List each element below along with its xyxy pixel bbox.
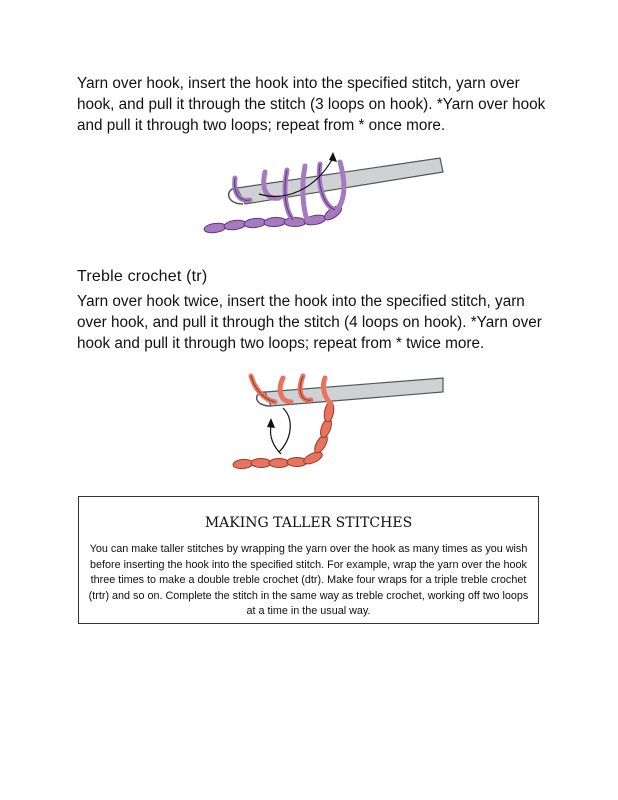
tip-box-body: You can make taller stitches by wrapping the yarn over the hook as many times as you wish before inserting the hook into the specified stitch. For example, wrap the yarn over the hook three times to make a double treble crochet (dtr). Make four wraps for a triple treble crochet (trtr) and so on. Complete the stitch in the same way as treble crochet, working off two loops at a time in the usual way. [88, 543, 529, 617]
double-crochet-instructions: Yarn over hook, insert the hook into the specified stitch, yarn over hook, and pull it through the stitch (3 loops on hook). *Yarn over hook and pull it through two loops; repeat from * once more. [77, 75, 546, 134]
treble-crochet-instructions: Yarn over hook twice, insert the hook into the specified stitch, yarn over hook, and pull it through the stitch (4 loops on hook). *Yarn over hook and pull it through two loops; repeat from * twice more. [77, 293, 542, 352]
treble-crochet-heading: Treble crochet (tr) [77, 268, 208, 285]
tip-box-title: MAKING TALLER STITCHES [204, 515, 413, 531]
crochet-hook-double-crochet-icon [195, 150, 445, 250]
crochet-hook-treble-crochet-icon [225, 370, 445, 480]
tip-box [78, 496, 539, 624]
